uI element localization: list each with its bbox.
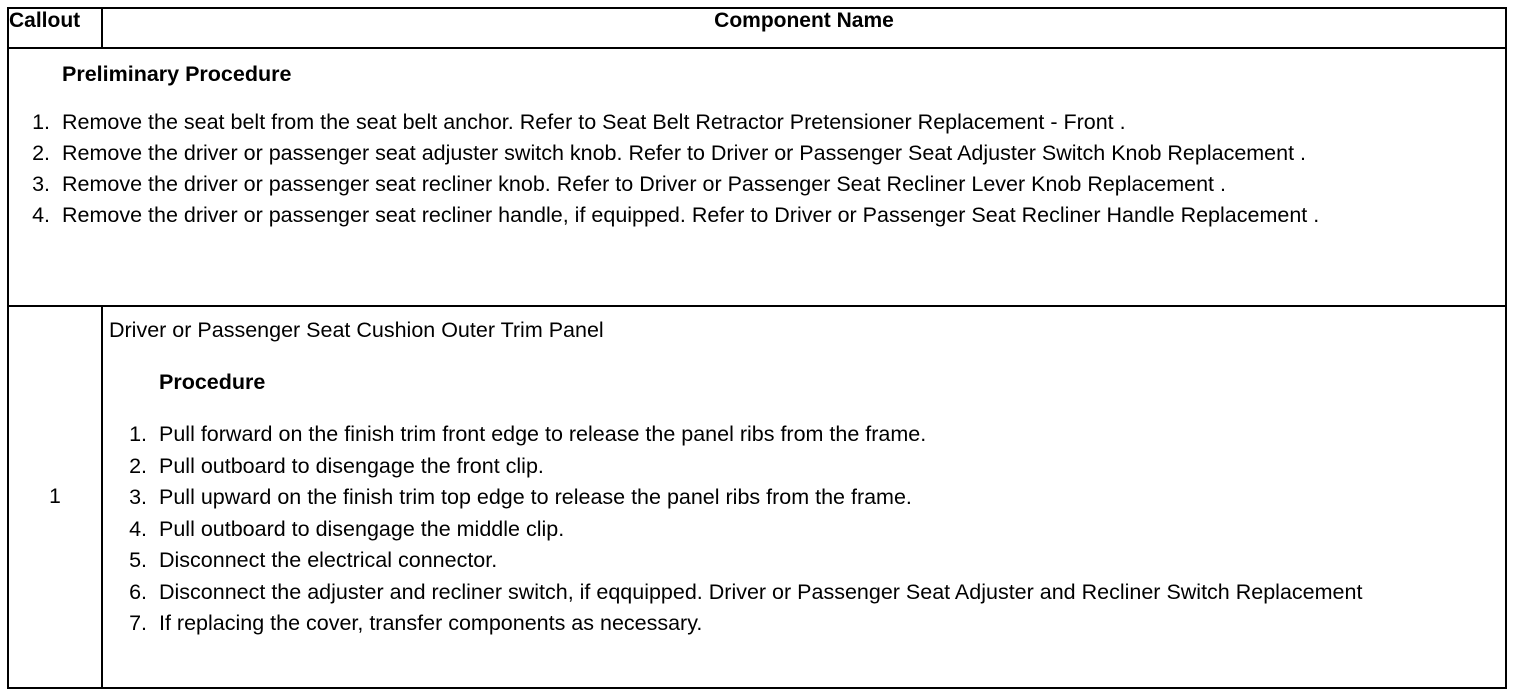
component-row bbox=[8, 306, 1506, 688]
step-number: 1. bbox=[129, 422, 147, 446]
step-text: Disconnect the adjuster and recliner switch, if eqquipped. Driver or Passenger Seat Adjuster and Recliner Switch Replacement bbox=[159, 579, 1363, 604]
list-item bbox=[103, 419, 1505, 451]
list-item bbox=[9, 107, 1505, 138]
callout-column-header: Callout bbox=[8, 8, 102, 48]
list-item bbox=[103, 482, 1505, 514]
step-text: Remove the driver or passenger seat adjuster switch knob. Refer to Driver or Passenger Seat Adjuster Switch Knob Replacement . bbox=[62, 141, 1307, 165]
step-text: Pull outboard to disengage the middle clip. bbox=[159, 516, 565, 541]
header-row bbox=[8, 8, 1506, 48]
preliminary-steps bbox=[9, 107, 1505, 231]
step-number: 1. bbox=[32, 110, 50, 134]
preliminary-row bbox=[8, 48, 1506, 306]
list-item bbox=[9, 169, 1505, 200]
step-text: Pull forward on the finish trim front edge to release the panel ribs from the frame. bbox=[159, 422, 927, 446]
procedure-steps bbox=[103, 419, 1505, 640]
list-item bbox=[103, 545, 1505, 577]
step-number: 5. bbox=[129, 548, 147, 572]
step-number: 3. bbox=[129, 485, 147, 509]
step-text: If replacing the cover, transfer components as necessary. bbox=[159, 611, 703, 635]
step-text: Remove the seat belt from the seat belt anchor. Refer to Seat Belt Retractor Pretensioner Replacement - Front . bbox=[62, 110, 1126, 134]
list-item bbox=[9, 138, 1505, 169]
step-text: Disconnect the electrical connector. bbox=[159, 548, 498, 572]
step-text: Pull outboard to disengage the front clip. bbox=[159, 453, 544, 478]
list-item bbox=[103, 451, 1505, 483]
step-number: 7. bbox=[129, 611, 147, 635]
preliminary-cell bbox=[8, 48, 1506, 306]
step-number: 4. bbox=[32, 203, 50, 227]
preliminary-title: Preliminary Procedure bbox=[62, 62, 292, 86]
step-number: 3. bbox=[32, 172, 50, 196]
step-text: Remove the driver or passenger seat recliner handle, if equipped. Refer to Driver or Passenger Seat Recliner Handle Replacement . bbox=[62, 203, 1320, 227]
list-item bbox=[9, 200, 1505, 231]
step-number: 6. bbox=[129, 579, 147, 604]
procedure-title: Procedure bbox=[159, 370, 266, 394]
procedure-table bbox=[7, 7, 1507, 689]
step-number: 2. bbox=[32, 141, 50, 165]
list-item bbox=[103, 514, 1505, 546]
component-name: Driver or Passenger Seat Cushion Outer Trim Panel bbox=[109, 318, 604, 342]
step-number: 2. bbox=[129, 453, 147, 478]
callout-number: 1 bbox=[8, 306, 102, 688]
list-item bbox=[103, 577, 1505, 609]
step-text: Remove the driver or passenger seat recliner knob. Refer to Driver or Passenger Seat Recliner Lever Knob Replacement . bbox=[62, 172, 1226, 196]
step-number: 4. bbox=[129, 516, 147, 541]
component-cell bbox=[102, 306, 1506, 688]
list-item bbox=[103, 608, 1505, 640]
component-name-column-header: Component Name bbox=[102, 8, 1506, 48]
step-text: Pull upward on the finish trim top edge to release the panel ribs from the frame. bbox=[159, 485, 912, 509]
